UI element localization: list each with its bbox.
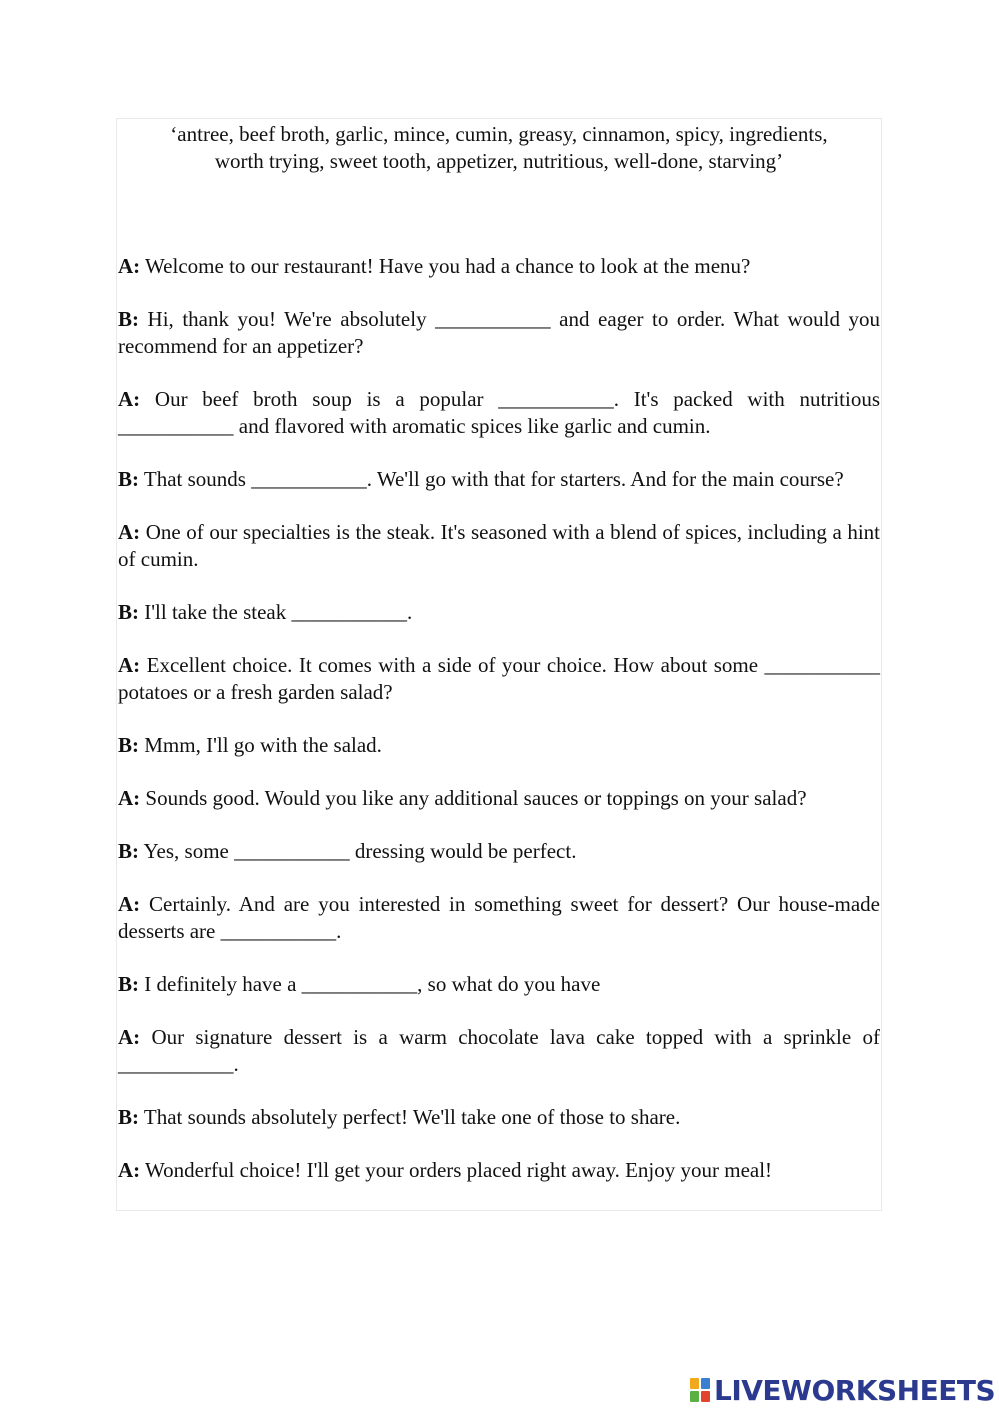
dialogue-line [118,306,880,360]
speaker-label: B: [118,733,139,757]
dialogue-line [118,732,880,759]
logo-square [690,1378,699,1389]
dialogue-text: Welcome to our restaurant! Have you had a chance to look at the menu? [140,254,751,278]
dialogue-line [118,652,880,706]
speaker-label: A: [118,254,141,278]
dialogue-text: I'll take the steak ___________. [139,600,413,624]
dialogue-text: Excellent choice. It comes with a side of your choice. How about some ___________ potatoes or a fresh garden salad? [118,653,880,704]
dialogue-line [118,1104,880,1131]
dialogue-line [118,1157,880,1184]
dialogue-line [118,785,880,812]
dialogue-text: One of our specialties is the steak. It's seasoned with a blend of spices, including a hint of cumin. [118,520,880,571]
dialogue-text: That sounds ___________. We'll go with that for starters. And for the main course? [139,467,844,491]
speaker-label: B: [118,972,139,996]
dialogue-text: Yes, some ___________ dressing would be perfect. [139,839,577,863]
dialogue-line [118,466,880,493]
speaker-label: A: [118,653,141,677]
logo-square [690,1391,699,1402]
dialogue-text: Sounds good. Would you like any additional sauces or toppings on your salad? [140,786,807,810]
speaker-label: B: [118,600,139,624]
dialogue-line [118,599,880,626]
dialogue-line [118,891,880,945]
dialogue-text: Hi, thank you! We're absolutely ___________ and eager to order. What would you recommend for an appetizer? [118,307,880,358]
dialogue-text: Our signature dessert is a warm chocolate lava cake topped with a sprinkle of ___________. [118,1025,880,1076]
speaker-label: B: [118,1105,139,1129]
speaker-label: B: [118,307,139,331]
dialogue-text: Certainly. And are you interested in something sweet for dessert? Our house-made desserts are ___________. [118,892,880,943]
word-bank [118,121,880,175]
dialogue-line [118,253,880,280]
liveworksheets-wordmark: LIVEWORKSHEETS [714,1373,996,1407]
word-bank-line-2: worth trying, sweet tooth, appetizer, nutritious, well-done, starving’ [214,149,784,173]
speaker-label: A: [118,786,141,810]
dialogue-line [118,386,880,440]
dialogue-line [118,838,880,865]
dialogue-line [118,971,880,998]
logo-square [701,1391,710,1402]
speaker-label: A: [118,1158,141,1182]
speaker-label: A: [118,892,141,916]
dialogue-line [118,519,880,573]
dialogue-text: Mmm, I'll go with the salad. [139,733,382,757]
speaker-label: A: [118,520,141,544]
speaker-label: B: [118,467,139,491]
dialogue-text: I definitely have a ___________, so what do you have [139,972,601,996]
dialogue [118,253,880,1184]
speaker-label: B: [118,839,139,863]
speaker-label: A: [118,1025,141,1049]
dialogue-text: Wonderful choice! I'll get your orders placed right away. Enjoy your meal! [140,1158,773,1182]
word-bank-line-1: ‘antree, beef broth, garlic, mince, cumin, greasy, cinnamon, spicy, ingredients, [170,122,828,146]
liveworksheets-logo-icon [690,1378,710,1402]
logo-square [701,1378,710,1389]
speaker-label: A: [118,387,141,411]
dialogue-text: That sounds absolutely perfect! We'll take one of those to share. [139,1105,681,1129]
liveworksheets-logo [690,1373,995,1407]
dialogue-line [118,1024,880,1078]
dialogue-text: Our beef broth soup is a popular ___________. It's packed with nutritious ___________ and flavored with aromatic spices like garlic and cumin. [118,387,880,438]
